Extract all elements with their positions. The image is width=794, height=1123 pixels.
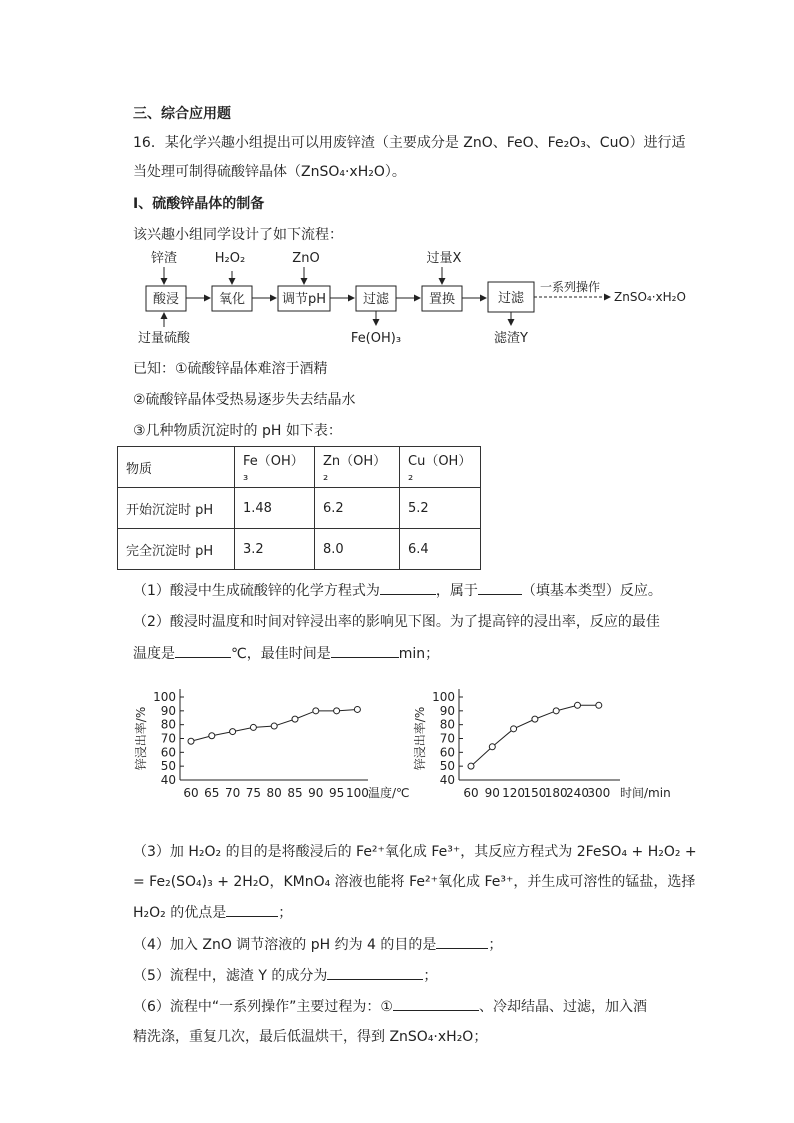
y-tick-label: 70	[160, 731, 176, 746]
data-point	[292, 716, 298, 722]
y-axis-label: 锌浸出率/%	[413, 706, 427, 771]
input-excess-acid: 过量硫酸	[138, 331, 191, 346]
data-point	[468, 763, 474, 769]
x-tick-label: 60	[463, 786, 479, 800]
output-residue-y: 滤渣Y	[494, 331, 528, 346]
y-tick-label: 80	[160, 717, 176, 732]
x-tick-label: 80	[266, 786, 282, 800]
y-tick-label: 100	[153, 690, 176, 704]
table-cell: 6.4	[400, 529, 481, 570]
table-cell: 8.0	[315, 529, 400, 570]
table-cell: 6.2	[315, 488, 400, 529]
table-row	[118, 529, 481, 570]
known-2: ②硫酸锌晶体受热易逐步失去结晶水	[133, 392, 356, 408]
question-16-line1: 16．某化学兴趣小组提出可以用废锌渣（主要成分是 ZnO、FeO、Fe₂O₃、CuO）进行适	[133, 135, 686, 151]
series-line	[471, 705, 599, 766]
data-point	[553, 708, 559, 714]
data-point	[313, 708, 319, 714]
x-axis-label: 时间/min	[620, 786, 671, 800]
answer-blank-best-time[interactable]	[331, 644, 399, 658]
x-tick-label: 150	[523, 786, 547, 800]
answer-blank-best-temperature[interactable]	[175, 644, 231, 658]
x-tick-label: 120	[502, 786, 526, 800]
table-header-row	[118, 447, 481, 488]
y-tick-label: 80	[439, 717, 455, 732]
process-flow-diagram	[130, 245, 700, 350]
table-cell: 1.48	[235, 488, 315, 529]
question-6-line1: （6）流程中“一系列操作”主要过程为：① 、冷却结晶、过滤，加入酒	[133, 999, 647, 1015]
y-tick-label: 60	[160, 745, 176, 760]
answer-blank-series-step[interactable]	[393, 997, 479, 1011]
y-tick-label: 40	[160, 773, 176, 787]
data-point	[334, 708, 340, 714]
data-point	[354, 706, 360, 712]
x-axis-label: 温度/℃	[368, 786, 410, 800]
x-tick-label: 90	[308, 786, 324, 800]
y-tick-label: 100	[432, 690, 455, 704]
input-zno: ZnO	[292, 251, 320, 266]
data-point	[188, 738, 194, 744]
table-header-cell: Zn（OH）₂	[315, 447, 400, 488]
data-point	[489, 744, 495, 750]
x-tick-label: 85	[287, 786, 303, 800]
question-2-line1: （2）酸浸时温度和时间对锌浸出率的影响见下图。为了提高锌的浸出率，反应的最佳	[133, 614, 660, 630]
data-point	[596, 702, 602, 708]
input-zinc-residue: 锌渣	[150, 251, 178, 266]
section-title: 三、综合应用题	[133, 106, 231, 122]
y-tick-label: 50	[439, 759, 455, 774]
y-tick-label: 90	[439, 703, 455, 718]
data-point	[511, 726, 517, 732]
question-6-line2: 精洗涤，重复几次，最后低温烘干，得到 ZnSO₄·xH₂O；	[133, 1029, 488, 1045]
input-excess-x: 过量X	[426, 251, 462, 266]
known-1: 已知：①硫酸锌晶体难溶于酒精	[133, 361, 328, 377]
question-2-line2: 温度是 ℃，最佳时间是 min；	[133, 646, 440, 662]
x-tick-label: 100	[345, 786, 369, 800]
x-tick-label: 60	[183, 786, 199, 800]
answer-blank-reaction-type[interactable]	[478, 581, 522, 595]
question-3-line3: H₂O₂ 的优点是 ；	[133, 905, 293, 921]
x-tick-label: 180	[544, 786, 568, 800]
x-tick-label: 75	[245, 786, 262, 800]
x-tick-label: 90	[484, 786, 500, 800]
table-header-cell: Cu（OH）₂	[400, 447, 481, 488]
question-4: （4）加入 ZnO 调节溶液的 pH 约为 4 的目的是 ；	[133, 937, 503, 953]
y-tick-label: 50	[160, 759, 176, 774]
data-point	[575, 702, 581, 708]
flow-box-replacement: 置换	[428, 292, 456, 307]
question-3-line1: （3）加 H₂O₂ 的目的是将酸浸后的 Fe²⁺氧化成 Fe³⁺，其反应方程式为 2FeSO₄ + H₂O₂ +	[133, 844, 697, 860]
answer-blank-equation[interactable]	[380, 581, 436, 595]
table-cell: 完全沉淀时 pH	[118, 529, 235, 570]
y-tick-label: 70	[439, 731, 455, 746]
x-tick-label: 65	[204, 786, 220, 800]
question-1: （1）酸浸中生成硫酸锌的化学方程式为 ，属于 （填基本类型）反应。	[133, 583, 662, 599]
data-point	[271, 723, 277, 729]
product-label: ZnSO₄·xH₂O	[614, 290, 686, 304]
series-operation-label: 一系列操作	[539, 280, 601, 294]
chart-time-vs-leach-rate	[410, 680, 690, 815]
data-point	[209, 733, 215, 739]
output-feoh3: Fe(OH)₃	[350, 331, 402, 346]
data-point	[532, 716, 538, 722]
answer-blank-h2o2-advantage[interactable]	[226, 903, 278, 917]
table-cell: 开始沉淀时 pH	[118, 488, 235, 529]
answer-blank-residue-y[interactable]	[327, 966, 423, 980]
x-tick-label: 95	[328, 786, 345, 800]
question-5: （5）流程中，滤渣 Y 的成分为 ；	[133, 968, 438, 984]
x-tick-label: 300	[587, 786, 611, 800]
data-point	[250, 724, 256, 730]
y-tick-label: 90	[160, 703, 176, 718]
flow-box-acid-leach: 酸浸	[152, 292, 180, 307]
table-header-cell: Fe（OH）₃	[235, 447, 315, 488]
part1-title: Ⅰ、硫酸锌晶体的制备	[133, 196, 265, 212]
chart-temperature-vs-leach-rate	[130, 680, 430, 815]
ph-table	[117, 446, 481, 570]
flow-box-oxidation: 氧化	[218, 292, 246, 307]
table-cell: 5.2	[400, 488, 481, 529]
question-16-line2: 当处理可制得硫酸锌晶体（ZnSO₄·xH₂O）。	[133, 164, 406, 180]
known-3: ③几种物质沉淀时的 pH 如下表：	[133, 423, 342, 439]
flow-box-filter-1: 过滤	[362, 292, 390, 307]
data-point	[230, 729, 236, 735]
input-h2o2: H₂O₂	[214, 251, 246, 266]
table-row	[118, 488, 481, 529]
question-3-line2: = Fe₂(SO₄)₃ + 2H₂O，KMnO₄ 溶液也能将 Fe²⁺氧化成 Fe³⁺，并生成可溶性的锰盐，选择	[133, 874, 696, 890]
flow-box-filter-2: 过滤	[497, 291, 525, 306]
x-tick-label: 70	[224, 786, 241, 800]
answer-blank-ph-purpose[interactable]	[436, 935, 488, 949]
flow-box-adjust-ph: 调节pH	[281, 292, 327, 307]
y-tick-label: 60	[439, 745, 455, 760]
x-tick-label: 240	[566, 786, 589, 800]
table-cell: 3.2	[235, 529, 315, 570]
y-axis-label: 锌浸出率/%	[134, 706, 148, 771]
y-tick-label: 40	[439, 773, 455, 787]
flow-intro: 该兴趣小组同学设计了如下流程：	[133, 227, 343, 243]
table-header-cell: 物质	[118, 447, 235, 488]
